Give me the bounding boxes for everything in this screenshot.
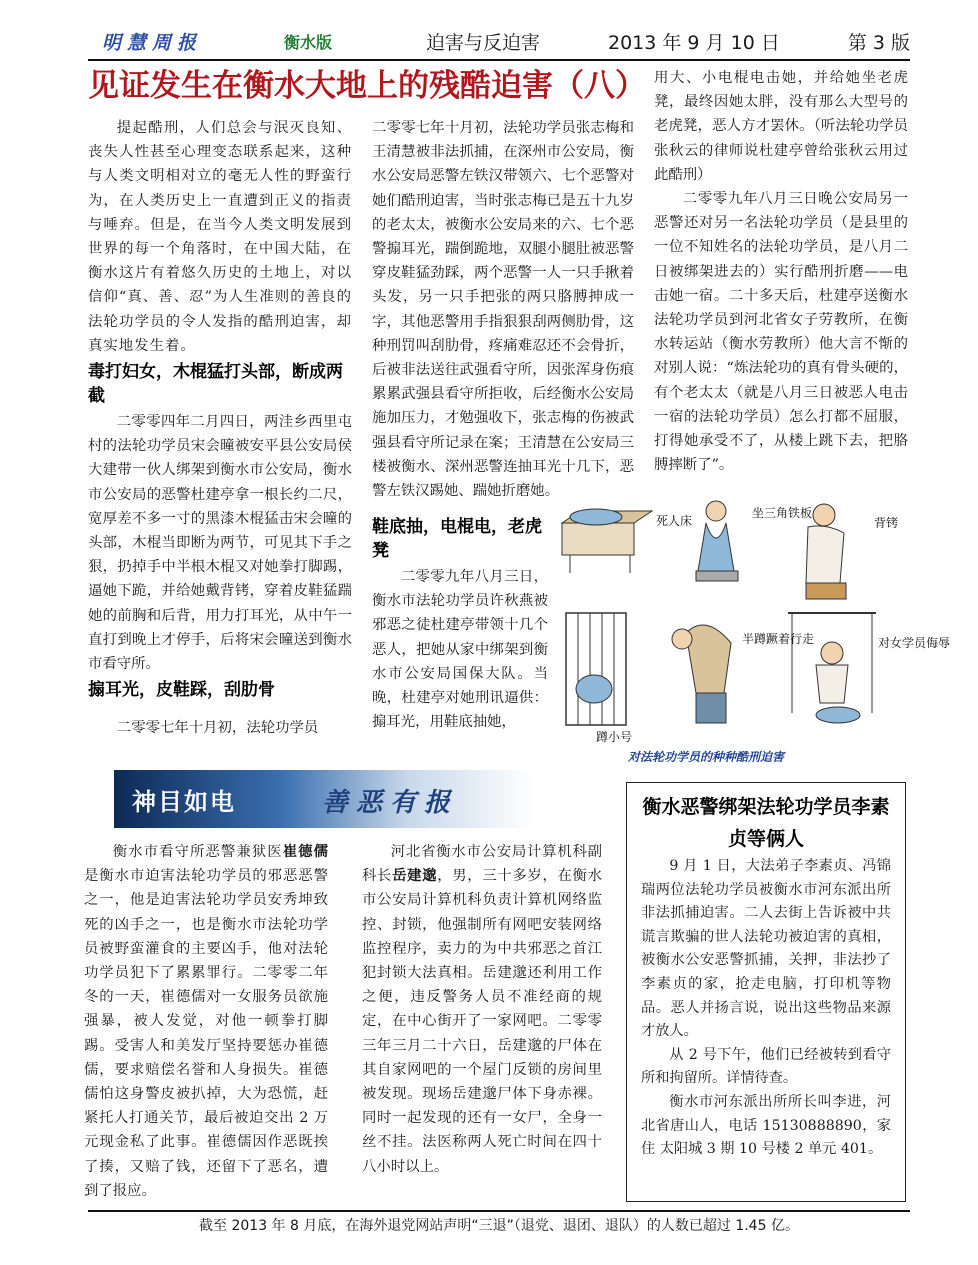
label-back-cuff: 背铐: [874, 516, 899, 530]
karma-col2-text: [362, 840, 602, 1179]
triangle-iron-figure: [696, 501, 738, 581]
news-box-p1: 9 月 1 日，大法弟子李素贞、冯锦瑞两位法轮功学员被衡水市河东派出所非法抓捕迫害。二人去街上告诉被中共谎言欺骗的世人法轮功被迫害的真相，被衡水公安恶警抓捕，关押，非法抄了李素贞的家，抢走电脑，打印机等物品。恶人并扬言说，说出这些物品来源才放人。: [641, 858, 891, 1040]
masthead-rule: [88, 59, 910, 61]
karma-col2-name: 岳建邈: [392, 868, 438, 885]
banner-right: 善恶有报: [322, 788, 459, 818]
page-number: 第 3 版: [847, 32, 910, 54]
news-box-p2: 从 2 号下午，他们已经被转到看守所和拘留所。详情待查。: [641, 1046, 891, 1087]
section3-para2: 二零零九年八月三日晚公安局另一恶警还对另一名法轮功学员（是县里的一位不知姓名的法轮功学员，是八月二日被绑架进去的）实行酷刑折磨——电击她一宿。二十多天后，杜建亭送衡水法轮功学员到河北省女子劳教所，在衡水转运站（衡水劳教所）他大言不惭的对别人说：“炼法轮功的真有骨头硬的，有个老太太（就是八月三日被恶人电击一宿的法轮功学员）怎么打都不屈服，打得她承受不了，从楼上跳下去，把胳膊摔断了”。: [654, 191, 908, 474]
label-triangle: 坐三角铁板: [752, 506, 813, 520]
section1-heading: 毒打妇女，木棍猛打头部，断成两截: [88, 362, 343, 407]
label-female: 对女学员侮辱: [878, 636, 951, 650]
masthead: [88, 30, 910, 58]
intro-text: 提起酷刑，人们总会与泯灭良知、丧失人性甚至心理变态联系起来，这种与人类文明相对立的毫无人性的野蛮行为，在人类历史上一直遭到正义的指责与唾弃。但是，在当今人类文明发展到世界的每一个角落时，在中国大陆，在衡水这片有着悠久历史的土地上，对以信仰“真、善、忍”为人生准则的善良的法轮功学员的令人发指的酷刑迫害，却真实地发生着。: [88, 120, 352, 354]
karma-col-1: [84, 840, 328, 1203]
column-2: [372, 116, 634, 503]
karma-col-2: [362, 840, 602, 1179]
news-box-title: 衡水恶警绑架法轮功学员李素贞等俩人: [642, 796, 890, 850]
female-insult-figure: [788, 613, 876, 723]
footer-rule: [88, 1210, 910, 1212]
small-cell-figure: [566, 613, 626, 725]
illustration-caption: 对法轮功学员的种种酷刑迫害: [628, 750, 785, 764]
section3-cont: 用大、小电棍电击她，并给她坐老虎凳，最终因她太胖，没有那么大型号的老虎凳，恶人方才罢休。（听法轮功学员张秋云的律师说杜建亭曾给张秋云用过此酷刑）: [654, 70, 908, 183]
footer-note: 截至 2013 年 8 月底，在海外退党网站声明“三退”（退党、退团、退队）的人数已超过 1.45 亿。: [199, 1218, 799, 1234]
section3-block: [372, 513, 548, 734]
karma-col1-post: 是衡水市迫害法轮功学员的邪恶恶警之一，他是迫害法轮功学员安秀坤致死的凶手之一，也是衡水市法轮功学员被野蛮灌食的主要凶手，他对法轮功学员犯下了累累罪行。二零零二年冬的一天，崔德儒对一女服务员欲施强暴，被人发觉，对他一顿拳打脚踢。受害人和美发厅坚持要惩办崔德儒，要求赔偿名誉和人身损失。崔德儒怕这身警皮被扒掉，大为恐慌，赶紧托人打通关节，最后被迫交出 2 万元现金私了此事。崔德儒因作恶既挨了揍，又赔了钱，还留下了恶名，遭到了报应。: [84, 868, 328, 1199]
section1-text: 二零零四年二月四日，两洼乡西里屯村的法轮功学员宋会曈被安平县公安局侯大建带一伙人绑架到衡水市公安局，衡水市公安局的恶警杜建亭拿一根长约二尺，宽厚差不多一寸的黑漆木棍猛击宋会曈的头部，木棍当即断为两节，可见其下手之狠，扔掉手中半根木棍又对她拳打脚踢，逼她下跪，并给她戴背铐，穿着皮鞋猛踹她的前胸和后背，用力打耳光，从中午一直打到晚上才停手，后将宋会曈送到衡水市看守所。: [88, 414, 352, 673]
section-name: 迫害与反迫害: [426, 32, 541, 54]
karma-col1-text: [84, 840, 328, 1203]
death-bed-figure: [562, 509, 652, 573]
news-box-body: [641, 855, 891, 1162]
article-headline: 见证发生在衡水大地上的残酷迫害（八）: [88, 68, 646, 104]
section2-heading: 搧耳光，皮鞋踩，刮肋骨: [88, 680, 275, 701]
column-3: [654, 66, 908, 477]
paper-name: 明慧周报: [102, 32, 203, 54]
edition-name: 衡水版: [284, 33, 333, 52]
karma-col1-pre: 衡水市看守所恶警兼狱医: [112, 844, 283, 860]
news-box-p3: 衡水市河东派出所所长叫李进，河北省唐山人，电话 15130888890，家住 太阳城 3 期 10 号楼 2 单元 401。: [641, 1093, 891, 1158]
issue-date: 2013 年 9 月 10 日: [608, 32, 780, 54]
half-squat-figure: [672, 625, 731, 723]
label-cell: 蹲小号: [596, 730, 633, 744]
section2-lead: [88, 716, 352, 740]
label-death-bed: 死人床: [656, 514, 693, 528]
intro-paragraph: [88, 116, 352, 358]
label-half-squat: 半蹲蹶着行走: [742, 632, 815, 646]
banner-left: 神目如电: [132, 788, 236, 816]
karma-col1-name: 崔德儒: [282, 844, 328, 860]
section1-body: [88, 410, 352, 676]
news-box: [626, 782, 906, 1202]
karma-banner: [114, 770, 534, 828]
column-1: [88, 116, 352, 704]
section2-text: 二零零七年十月初，法轮功学员张志梅和王清慧被非法抓捕，在深州市公安局，衡水公安局恶警左铁汉带领六、七个恶警对她们酷刑迫害，当时张志梅已是五十九岁的老太太，被衡水公安局来的六、七个恶警搧耳光，踹倒跪地，双腿小腿肚被恶警穿皮鞋猛劲踩，两个恶警一人一只手揪着头发，另一只手把张的两只胳膊抻成一字，其他恶警用手指狠狠刮两侧肋骨，这种刑罚叫刮肋骨，疼痛难忍还不会骨折，后被非法送往武强看守所，因张浑身伤痕累累武强县看守所拒收，后经衡水公安局施加压力，才勉强收下，张志梅的伤被武强县看守所记录在案；王清慧在公安局三楼被衡水、深州恶警连抽耳光十几下，恶警左铁汉踢她、踹她折磨她。: [372, 120, 634, 500]
karma-col2-pre: 河北省衡水市公安局计算机科副科长: [362, 844, 602, 885]
section2-lead-text: 二零零七年十月初，法轮功学员: [116, 720, 319, 736]
torture-illustration: [556, 493, 951, 744]
section3-text: 二零零九年八月三日，衡水市法轮功学员许秋燕被邪恶之徒杜建亭带领十几个恶人，把她从家中绑架到衡水市公安局国保大队。当晚，杜建亭对她刑讯逼供：搧耳光，用鞋底抽她，: [372, 569, 548, 731]
section3-heading: 鞋底抽，电棍电，老虎凳: [372, 517, 542, 561]
karma-col2-post: ，男，三十多岁，在衡水市公安局计算机科负责计算机网络监控、封锁，他强制所有网吧安装网络监控程序，卖力的为中共邪恶之首江犯封锁大法真相。岳建邈还利用工作之便，违反警务人员不准经商的规定，在中心街开了一家网吧。二零零三年三月二十六日，岳建邈的尸体在其自家网吧的一个屋门反锁的房间里被发现。现场岳建邈尸体下身赤裸。同时一起发现的还有一女尸，全身一丝不挂。法医称两人死亡时间在四十八小时以上。: [362, 868, 602, 1175]
